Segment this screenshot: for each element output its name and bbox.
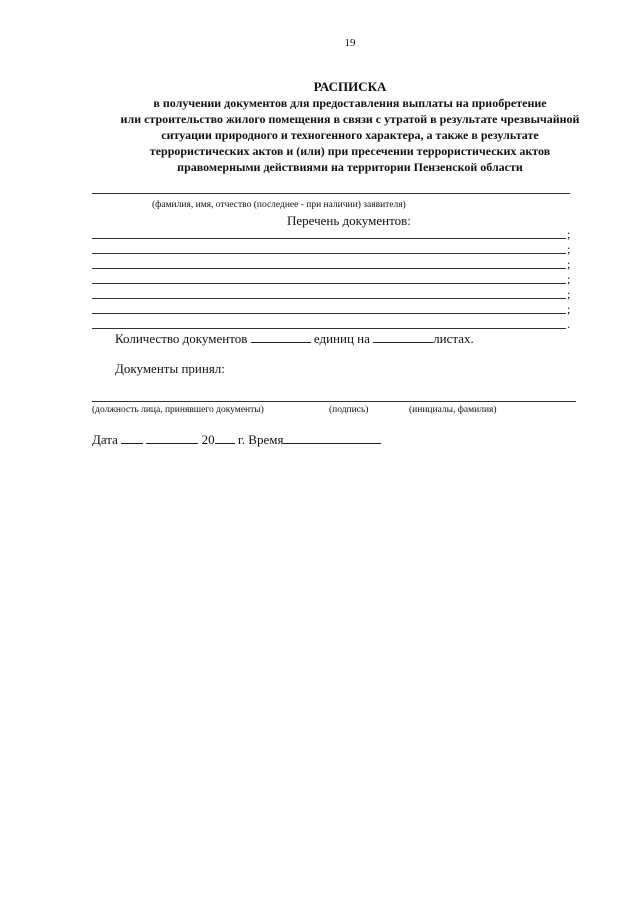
document-title	[0, 79, 640, 175]
count-sheets-field[interactable]	[373, 332, 433, 343]
date-day-field[interactable]	[121, 433, 143, 444]
date-year-suffix: г.	[237, 432, 246, 447]
document-list-line-ending: ;	[567, 272, 571, 286]
title-line: в получении документов для предоставления выплаты на приобретение	[153, 96, 547, 110]
title-line: или строительство жилого помещения в связи с утратой в результате чрезвычайной	[120, 112, 580, 126]
document-list-line-ending: ;	[567, 287, 571, 301]
position-caption: (должность лица, принявшего документы)	[92, 405, 264, 415]
documents-list-heading: Перечень документов:	[287, 213, 411, 228]
count-middle: единиц на	[313, 331, 370, 346]
date-year-field[interactable]	[215, 433, 235, 444]
count-prefix: Количество документов	[115, 331, 248, 346]
document-list-line-ending: ;	[567, 242, 571, 256]
document-list-line-ending: ;	[567, 227, 571, 241]
document-list-line[interactable]	[92, 253, 566, 254]
documents-count-line	[115, 331, 474, 347]
count-suffix: листах.	[433, 331, 474, 346]
document-list-line-ending: ;	[567, 257, 571, 271]
document-list-line[interactable]	[92, 313, 566, 314]
date-line	[92, 432, 381, 448]
document-list-line[interactable]	[92, 238, 566, 239]
applicant-caption: (фамилия, имя, отчество (последнее - при наличии) заявителя)	[152, 200, 406, 210]
title-line: террористических актов и (или) при пресечении террористических актов	[149, 144, 551, 158]
applicant-name-line[interactable]	[92, 193, 570, 194]
document-list-line[interactable]	[92, 328, 566, 329]
document-list-line[interactable]	[92, 283, 566, 284]
title-line: ситуации природного и техногенного характера, а также в результате	[161, 128, 539, 142]
signature-caption: (подпись)	[329, 405, 369, 415]
time-label: Время	[248, 432, 284, 447]
count-units-field[interactable]	[251, 332, 311, 343]
date-label: Дата	[92, 432, 118, 447]
title-line: правомерными действиями на территории Пензенской области	[177, 160, 523, 174]
document-list-line[interactable]	[92, 298, 566, 299]
title-main: РАСПИСКА	[313, 79, 387, 94]
date-month-field[interactable]	[146, 433, 198, 444]
page-number: 19	[344, 37, 356, 49]
document-list-line[interactable]	[92, 268, 566, 269]
document-list-line-ending: ;	[567, 302, 571, 316]
received-by-label: Документы принял:	[115, 361, 225, 376]
date-year-prefix: 20	[201, 432, 215, 447]
document-list-line-ending: .	[567, 317, 570, 331]
time-field[interactable]	[283, 433, 381, 444]
signature-line[interactable]	[92, 401, 576, 402]
initials-caption: (инициалы, фамилия)	[409, 405, 497, 415]
